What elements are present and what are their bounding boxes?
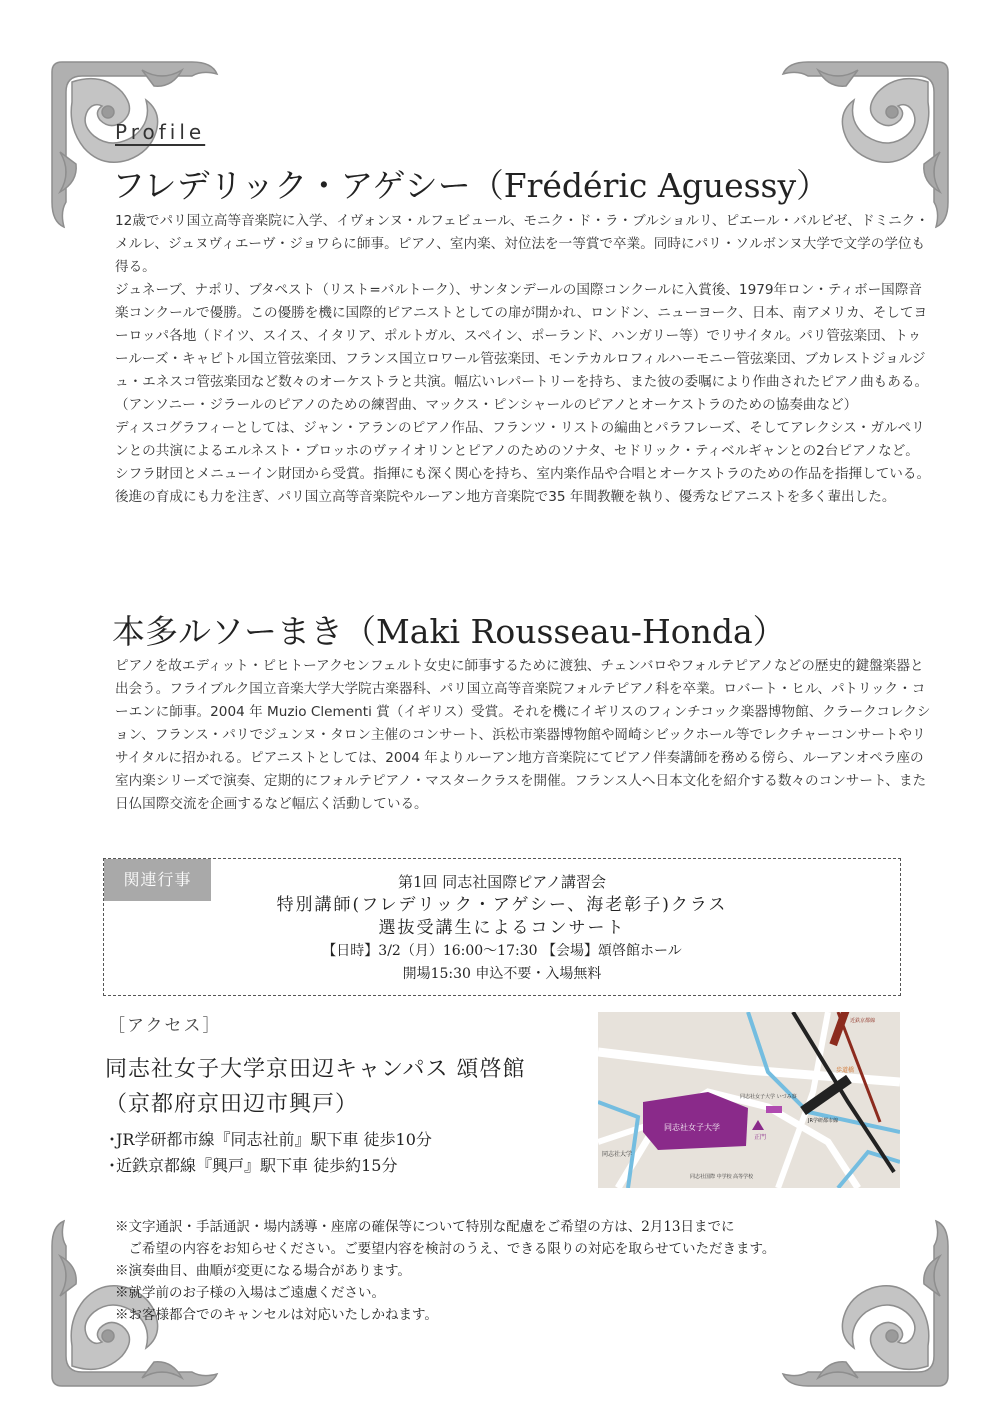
notes [115, 1216, 775, 1326]
map-label-campus: 同志社女子大学 [664, 1123, 720, 1132]
artist-bio-rousseau-honda [115, 655, 933, 816]
map-label-jr: JR学研都市線 [808, 1118, 838, 1124]
route-kintetsu: ･近鉄京都線『興戸』駅下車 徒歩約15分 [108, 1156, 398, 1175]
venue-name: 同志社女子大学京田辺キャンパス 頌啓館 [105, 1057, 526, 1082]
corner-ornament-bottom-right [768, 1206, 958, 1396]
bio-paragraph: 12歳でパリ国立高等音楽院に入学、イヴォンヌ・ルフェビュール、モニク・ド・ラ・ブルショルリ、ピエール・バルビゼ、ドミニク・メルレ、ジュヌヴィエーヴ・ジョワらに師事。ピアノ、室内楽、対位法を一等賞で卒業。同時にパリ・ソルボンヌ大学で文学の学位も得る。 [115, 213, 929, 275]
artist-name-rousseau-honda: 本多ルソーまき（Maki Rousseau-Honda） [112, 612, 786, 651]
bio-paragraph: ディスコグラフィーとしては、ジャン・アランのピアノ作品、フランツ・リストの編曲とパラフレーズ、そしてアレクシス・ガルペリンとの共演によるエルネスト・ブロッホのヴァイオリンとピアノのためのソナタ、セドリック・ティベルギャンとの2台ピアノなど。 [115, 420, 925, 459]
event-title: 第1回 同志社国際ピアノ講習会 [397, 873, 607, 891]
venue-address: （京都府京田辺市興戸） [105, 1092, 359, 1117]
route-jr: ･JR学研都市線『同志社前』駅下車 徒歩10分 [108, 1130, 432, 1149]
note-line: ご希望の内容をお知らせください。ご要望内容を検討のうえ、できる限りの対応を取らせていただきます。 [115, 1241, 776, 1257]
bio-paragraph: ジュネーブ、ナポリ、ブタペスト（リスト=バルトーク）、サンタンデールの国際コンクールに入賞後、1979年ロン・ティボー国際音楽コンクールで優勝。この優勝を機に国際的ピアニストとしての扉が開かれ、ロンドン、ニューヨーク、日本、南アメリカ、そしてヨーロッパ各地（ドイツ、スイス、イタリア、ポルトガル、スペイン、ポーランド、ハンガリー等）でリサイタル。パリ管弦楽団、トゥールーズ・キャピトル国立管弦楽団、フランス国立ロワール管弦楽団、モンテカルロフィルハーモニー管弦楽団、ブカレストジョルジュ・エネスコ管弦楽団など数々のオーケストラと共演。幅広いレパートリーを持ち、また彼の委嘱により作曲されたピアノ曲もある。（アンソニー・ジラールのピアノのための練習曲、マックス・ピンシャールのピアノとオーケストラのための協奏曲など） [115, 282, 929, 413]
profile-label: Profile [115, 120, 206, 144]
event-subtitle: 特別講師(フレデリック・アゲシー、海老彰子)クラス [276, 895, 728, 915]
map-label-school: 同志社国際 中学校 高等学校 [690, 1174, 754, 1180]
bio-paragraph: ピアノを故エディット・ピヒトーアクセンフェルト女史に師事するために渡独、チェンバロやフォルテピアノなどの歴史的鍵盤楽器と出会う。フライブルク国立音楽大学大学院古楽器科、パリ国立高等音楽院フォルテピアノ科を卒業。ロバート・ヒル、パトリック・コーエンに師事。2004 年 Muzio Clementi 賞（イギリス）受賞。それを機にイギリスのフィンチコック楽器博物館、クラークコレクション、フランス・パリでジュンヌ・タロン主催のコンサート、浜松市楽器博物館や岡崎シビックホール等でレクチャーコンサートやリサイタルに招かれる。ピアニストとしては、2004 年よりルーアン地方音楽院にてピアノ伴奏講師を務める傍ら、ルーアンオペラ座の室内楽シリーズで演奏、定期的にフォルテピアノ・マスタークラスを開催。フランス人へ日本文化を紹介する数々のコンサート、また日仏国際交流を企画するなど幅広く活動している。 [115, 658, 931, 812]
artist-name-aguessy: フレデリック・アゲシー（Frédéric Aguessy） [112, 166, 830, 205]
map-label-walkway: 歩道橋 [836, 1067, 855, 1074]
bio-paragraph: 後進の育成にも力を注ぎ、パリ国立高等音楽院やルーアン地方音楽院で35 年間教鞭を執り、優秀なピアニストを多く輩出した。 [115, 489, 896, 505]
event-concert: 選抜受講生によるコンサート [378, 918, 626, 938]
dormitory-marker [766, 1106, 782, 1113]
related-event-box [103, 858, 901, 996]
note-line: ※文字通訳・手話通訳・場内誘導・座席の確保等について特別な配慮をご希望の方は、2月13日までに [115, 1219, 735, 1235]
map-graphic [598, 1012, 900, 1188]
artist-bio-aguessy [115, 210, 933, 509]
bio-paragraph: シフラ財団とメニューイン財団から受賞。指揮にも深く関心を持ち、室内楽作品や合唱とオーケストラのための作品を指揮している。 [115, 466, 931, 482]
ornament-icon [768, 1206, 958, 1396]
map-label-building: 同志社女子大学 いづみ寮 [740, 1094, 797, 1100]
access-map [598, 1012, 900, 1188]
map-label-kintetsu: 近鉄京都線 [850, 1018, 876, 1024]
event-tag: 関連行事 [104, 859, 211, 901]
note-line: ※お客様都合でのキャンセルは対応いたしかねます。 [115, 1307, 438, 1323]
map-label-doshisha: 同志社大学 [602, 1151, 633, 1158]
note-line: ※就学前のお子様の入場はご遠慮ください。 [115, 1285, 385, 1301]
access-label: ［アクセス］ [108, 1016, 222, 1036]
event-admission: 開場15:30 申込不要・入場無料 [402, 966, 602, 982]
event-datetime: 【日時】3/2（月）16:00〜17:30 【会場】頌啓館ホール [322, 943, 682, 959]
map-label-gate: 正門 [754, 1134, 767, 1141]
note-line: ※演奏曲目、曲順が変更になる場合があります。 [115, 1263, 411, 1279]
event-details [104, 871, 900, 986]
